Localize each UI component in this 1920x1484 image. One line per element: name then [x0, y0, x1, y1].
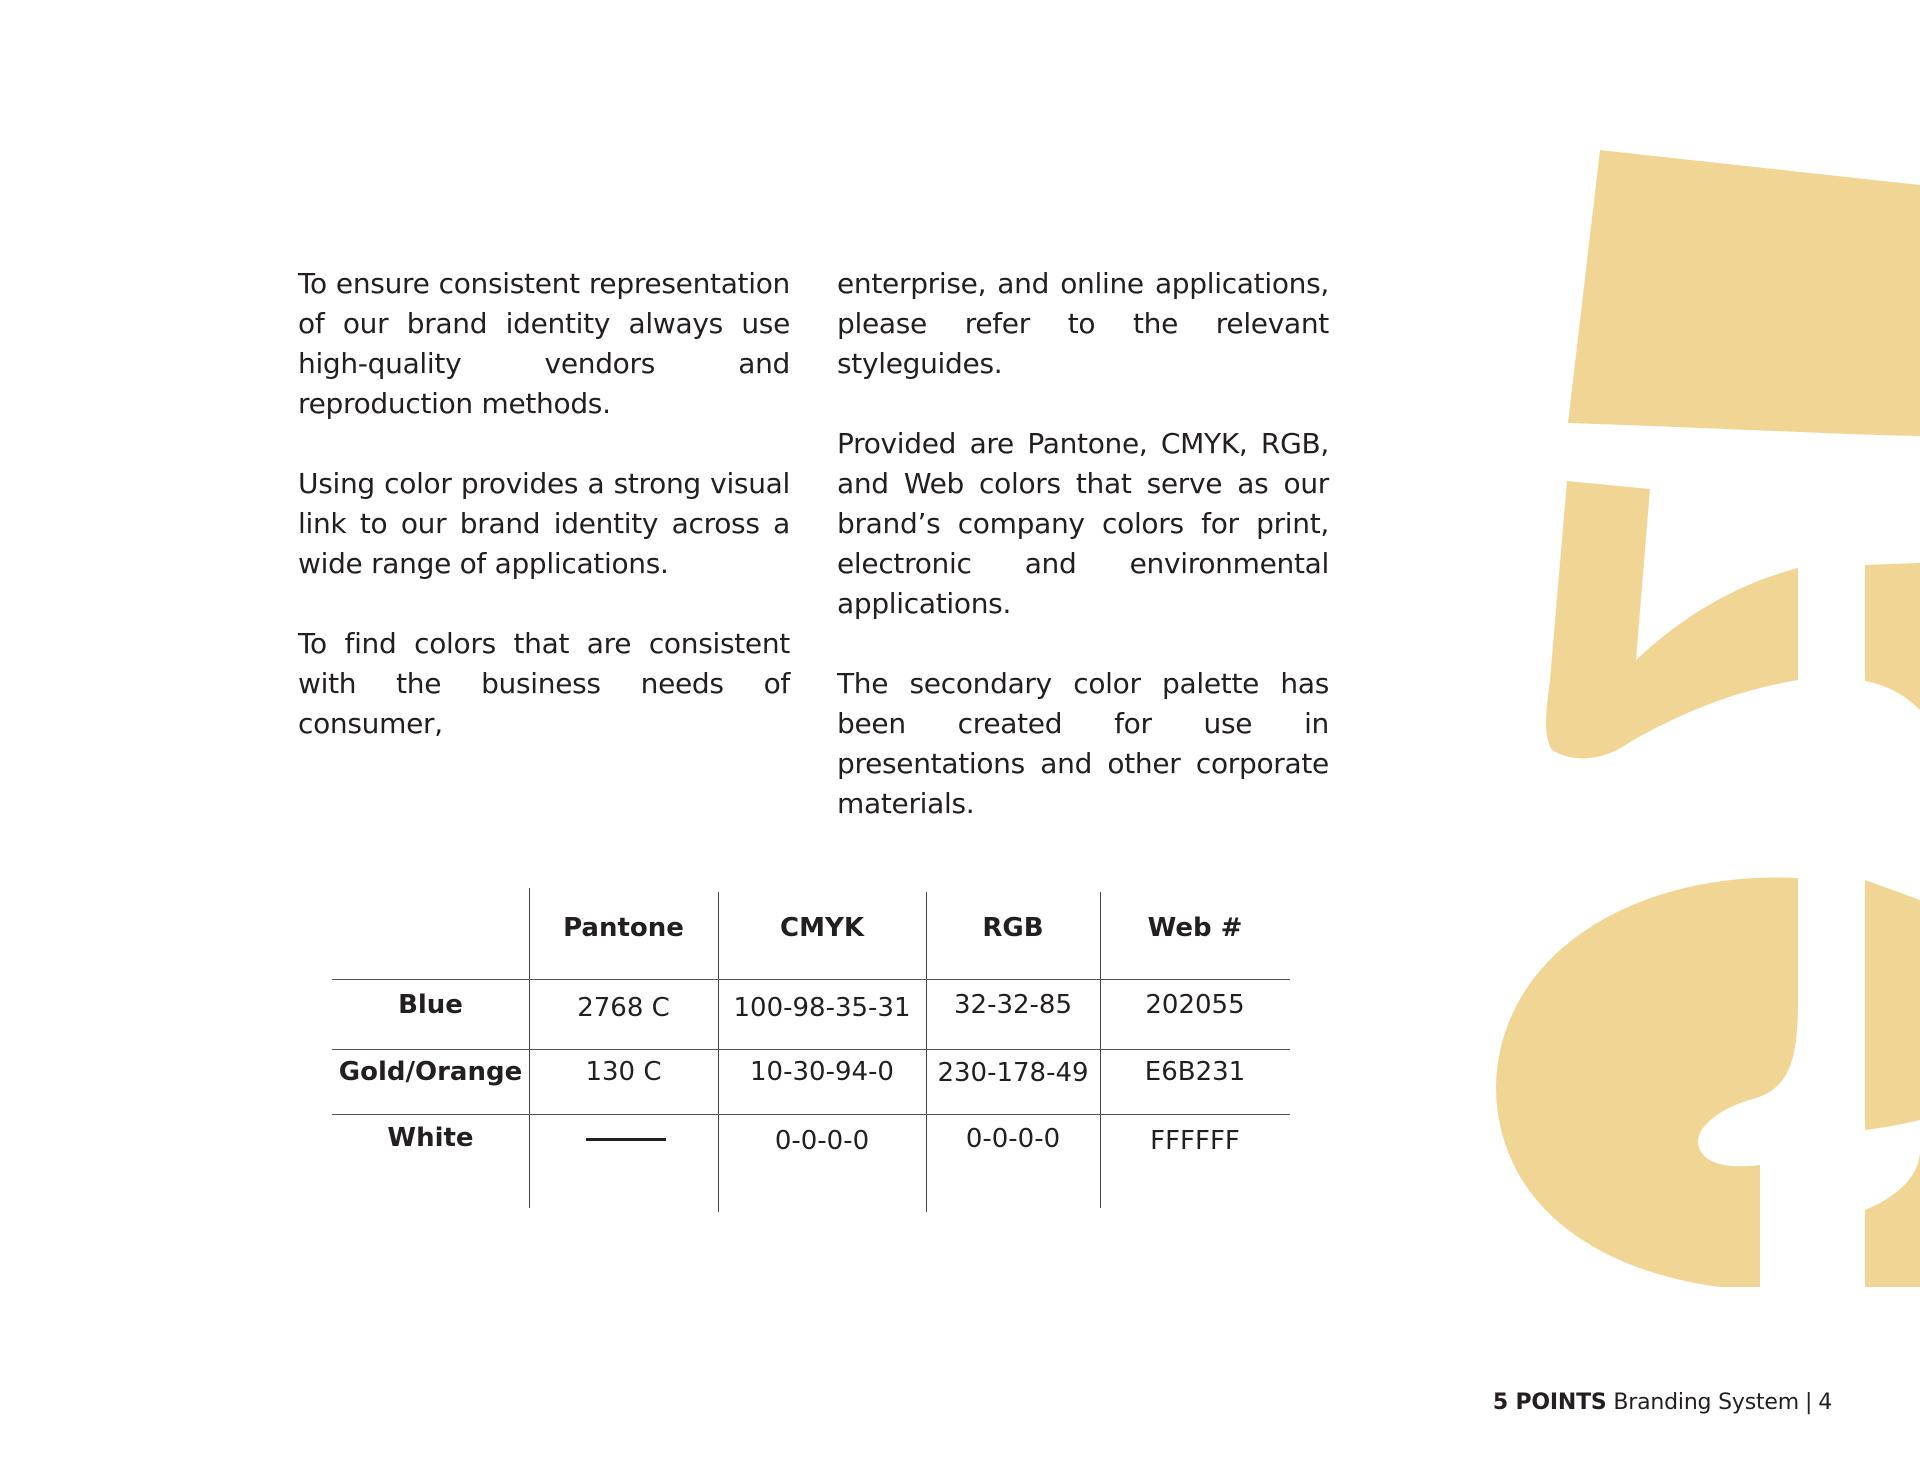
- body-paragraph: Provided are Pantone, CMYK, RGB, and Web colors that serve as our brand’s company colors for print, electronic and environmental applications.: [837, 427, 1329, 620]
- body-paragraph: Using color provides a strong visual link to our brand identity across a wide range of applications.: [298, 467, 790, 580]
- table-divider: [332, 1049, 1290, 1050]
- table-cell: FFFFFF: [1150, 1126, 1240, 1156]
- row-label-white: White: [387, 1123, 474, 1153]
- empty-value-dash: [586, 1138, 666, 1141]
- body-paragraph: To ensure consistent representation of our brand identity always use high-quality vendors and reproduction methods.: [298, 267, 790, 420]
- table-cell: 202055: [1145, 990, 1245, 1020]
- table-cell: 0-0-0-0: [965, 1124, 1061, 1154]
- footer-brand: 5 POINTS: [1492, 1390, 1607, 1415]
- body-paragraph: enterprise, and online applications, please refer to the relevant styleguides.: [837, 267, 1329, 380]
- table-header-cmyk: CMYK: [780, 913, 864, 943]
- table-header-pantone: Pantone: [563, 913, 684, 943]
- footer-separator: |: [1804, 1390, 1813, 1415]
- table-header-rgb: RGB: [982, 913, 1044, 943]
- table-cell: 32-32-85: [953, 990, 1072, 1020]
- table-cell: 2768 C: [577, 993, 670, 1023]
- table-cell: 100-98-35-31: [733, 993, 911, 1023]
- body-paragraph: To find colors that are consistent with the business needs of consumer,: [298, 627, 790, 740]
- table-divider: [332, 1114, 1290, 1115]
- table-cell: E6B231: [1144, 1057, 1246, 1087]
- body-paragraph: The secondary color palette has been created for use in presentations and other corporate materials.: [837, 667, 1329, 820]
- table-cell: 130 C: [585, 1057, 662, 1087]
- table-cell: 0-0-0-0: [774, 1126, 870, 1156]
- table-cell: 230-178-49: [937, 1058, 1089, 1088]
- row-label-gold-orange: Gold/Orange: [338, 1057, 523, 1087]
- row-label-blue: Blue: [398, 990, 463, 1020]
- page-number: 4: [1818, 1390, 1832, 1415]
- table-divider: [332, 979, 1290, 980]
- table-cell: 10-30-94-0: [750, 1057, 894, 1087]
- table-header-web: Web #: [1147, 913, 1243, 943]
- page-footer: [1493, 1390, 1832, 1415]
- footer-title: Branding System: [1613, 1390, 1799, 1415]
